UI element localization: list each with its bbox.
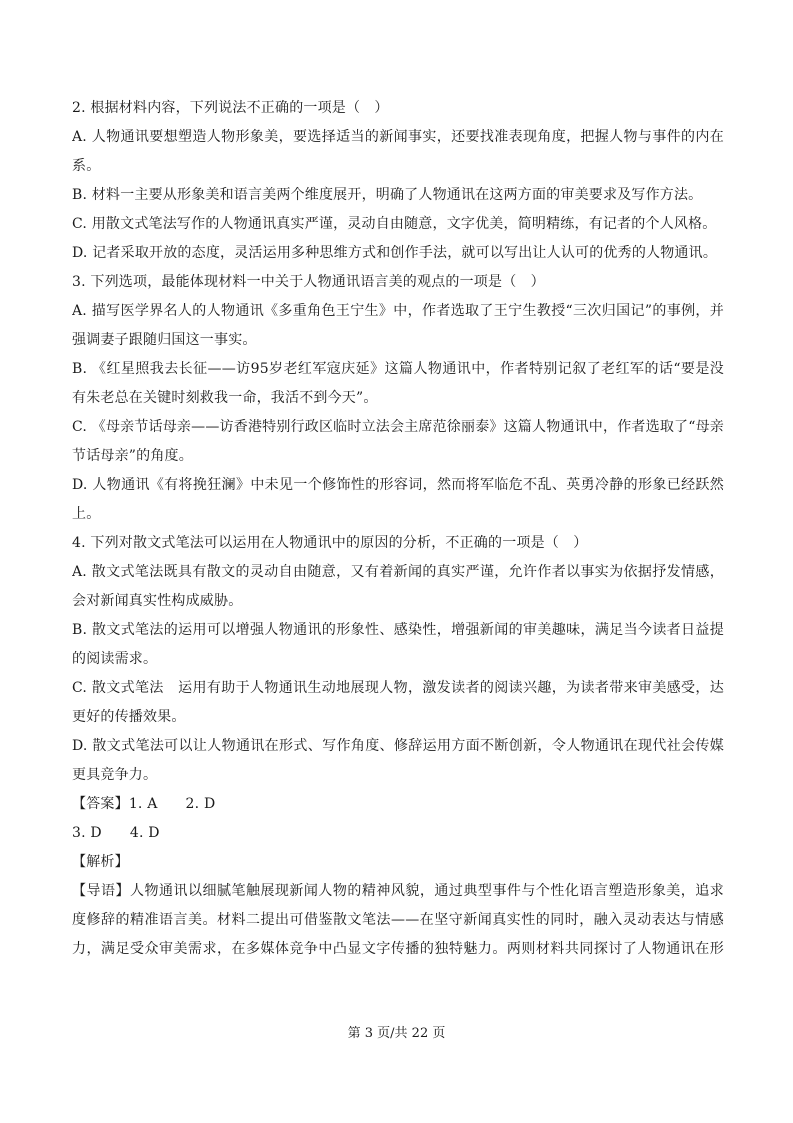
question-2-option-d: D. 记者采取开放的态度，灵活运用多种思维方式和创作手法，就可以写出让人认可的优秀的人物通讯。 (72, 245, 718, 261)
answer-3: 3. D (72, 825, 102, 841)
answer-row-2 (72, 819, 724, 848)
question-2-stem: 2. 根据材料内容，下列说法不正确的一项是（ ） (72, 100, 389, 116)
answer-label: 【答案】 (72, 796, 129, 812)
question-4-option-b: B. 散文式笔法的运用可以增强人物通讯的形象性、感染性，增强新闻的审美趣味，满足当今读者日益提 (72, 622, 724, 638)
question-2-option-c: C. 用散文式笔法写作的人物通讯真实严谨，灵动自由随意，文字优美，简明精练，有记者的个人风格。 (72, 216, 717, 232)
analysis-guide-line-1: 【导语】人物通讯以细腻笔触展现新闻人物的精神风貌，通过典型事件与个性化语言塑造形象美，追求 (72, 883, 724, 899)
answer-1: 1. A (128, 796, 158, 812)
answer-4: 4. D (129, 825, 160, 841)
question-4-option-d-cont: 更具竞争力。 (72, 767, 158, 783)
question-4-option-a-cont: 会对新闻真实性构成威胁。 (72, 593, 243, 609)
page-content (72, 94, 724, 964)
question-4-option-d: D. 散文式笔法可以让人物通讯在形式、写作角度、修辞运用方面不断创新，令人物通讯在现代社会传媒 (72, 738, 724, 754)
question-3-option-d-cont: 上。 (72, 506, 101, 522)
question-3-option-d: D. 人物通讯《有将挽狂澜》中未见一个修饰性的形容词，然而将军临危不乱、英勇冷静的形象已经跃然 (72, 477, 724, 493)
question-3-option-a-cont: 强调妻子跟随归国这一事实。 (72, 332, 257, 348)
analysis-label: 【解析】 (72, 854, 129, 870)
question-3-option-c: C. 《母亲节话母亲——访香港特别行政区临时立法会主席范徐丽泰》这篇人物通讯中，作者选取了“母亲 (72, 419, 724, 435)
question-2-option-a-cont: 系。 (72, 158, 101, 174)
page-number-footer: 第 3 页/共 22 页 (347, 1026, 446, 1041)
question-4-option-b-cont: 的阅读需求。 (72, 651, 158, 667)
question-4-option-c-cont: 更好的传播效果。 (72, 709, 186, 725)
question-3-option-c-cont: 节话母亲”的角度。 (72, 448, 193, 464)
question-3-option-b-cont: 有朱老总在关键时刻救我一命，我活不到今天”。 (72, 390, 378, 406)
answer-2: 2. D (185, 796, 216, 812)
question-3-option-b: B. 《红星照我去长征——访95岁老红军寇庆延》这篇人物通讯中，作者特别记叙了老红军的话“要是没 (72, 361, 724, 377)
question-3-stem: 3. 下列选项，最能体现材料一中关于人物通讯语言美的观点的一项是（ ） (72, 274, 545, 290)
question-4-option-a: A. 散文式笔法既具有散文的灵动自由随意，又有着新闻的真实严谨，允许作者以事实为依据抒发情感， (72, 564, 724, 580)
question-4-option-c: C. 散文式笔法 运用有助于人物通讯生动地展现人物，激发读者的阅读兴趣，为读者带来审美感受，达 (72, 680, 724, 696)
analysis-guide-line-2: 度修辞的精准语言美。材料二提出可借鉴散文笔法——在坚守新闻真实性的同时，融入灵动表达与情感 (72, 912, 724, 928)
question-4-stem: 4. 下列对散文式笔法可以运用在人物通讯中的原因的分析，不正确的一项是（ ） (72, 535, 588, 551)
question-2-option-b: B. 材料一主要从形象美和语言美两个维度展开，明确了人物通讯在这两方面的审美要求及写作方法。 (72, 187, 703, 203)
question-3-option-a: A. 描写医学界名人的人物通讯《多重角色王宁生》中，作者选取了王宁生教授“三次归国记”的事例，并 (72, 303, 724, 319)
question-2-option-a: A. 人物通讯要想塑造人物形象美，要选择适当的新闻事实，还要找准表现角度，把握人物与事件的内在 (72, 129, 724, 145)
analysis-guide-line-3: 力，满足受众审美需求，在多媒体竞争中凸显文字传播的独特魅力。两则材料共同探讨了人物通讯在形 (72, 941, 724, 957)
answer-row-1 (72, 790, 724, 819)
